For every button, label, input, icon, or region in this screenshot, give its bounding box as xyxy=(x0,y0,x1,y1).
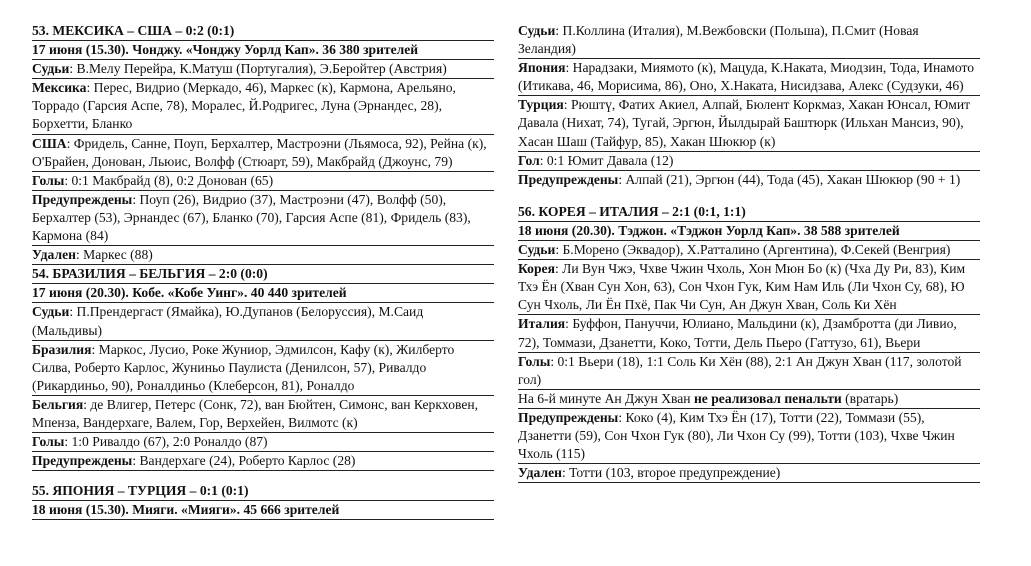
referees-row xyxy=(32,60,494,79)
row-label: Предупреждены xyxy=(518,409,619,425)
match-info: 18 июня (15.30). Мияги. «Мияги». 45 666 зрителей xyxy=(32,501,494,520)
cautions-row xyxy=(32,452,494,471)
match-53 xyxy=(32,22,494,265)
row-label: Голы xyxy=(32,172,65,188)
team-lineup-row xyxy=(518,96,980,151)
row-label: Италия xyxy=(518,316,566,332)
row-label: Судьи xyxy=(32,61,70,77)
row-text: : Перес, Видрио (Меркадо, 46), Маркес (к), Кармона, Арельяно, Торрадо (Гарсия Аспе, 78), Моралес, Й.Родригес, Луна (Эрнандес, 28), Борхетти, Бланко xyxy=(32,80,456,132)
cautions-row xyxy=(518,171,980,189)
goals-row xyxy=(518,152,980,171)
match-55-header xyxy=(32,482,494,520)
row-label: Бельгия xyxy=(32,396,84,412)
row-text: : П.Коллина (Италия), М.Вежбовски (Польша), П.Смит (Новая Зеландия) xyxy=(518,23,919,57)
row-label: Судьи xyxy=(518,23,556,38)
row-text: : 0:1 Макбрайд (8), 0:2 Донован (65) xyxy=(64,172,274,188)
team-lineup-row xyxy=(518,260,980,315)
match-title: 53. МЕКСИКА – США – 0:2 (0:1) xyxy=(32,22,494,41)
match-info: 17 июня (15.30). Чонджу. «Чонджу Уорлд Кап». 36 380 зрителей xyxy=(32,41,494,60)
penalty-note-bold: не реализовал пенальти xyxy=(693,390,842,406)
row-text: : де Влигер, Петерс (Сонк, 72), ван Бюйтен, Симонс, ван Керкховен, Мпенза, Вандерхаге, Валем, Гор, Верхейен, Вилмотс (к) xyxy=(32,396,479,430)
goals-row xyxy=(518,353,980,390)
match-info: 17 июня (20.30). Кобе. «Кобе Уинг». 40 440 зрителей xyxy=(32,284,494,303)
row-text: : Алпай (21), Эргюн (44), Тода (45), Хакан Шюкюр (90 + 1) xyxy=(618,171,961,187)
cautions-row xyxy=(32,191,494,246)
row-label: Судьи xyxy=(32,304,70,320)
row-text: : Маркес (88) xyxy=(75,247,153,263)
row-label: Бразилия xyxy=(32,341,92,357)
team-lineup-row xyxy=(32,396,494,433)
match-title: 55. ЯПОНИЯ – ТУРЦИЯ – 0:1 (0:1) xyxy=(32,482,494,501)
team-lineup-row xyxy=(518,315,980,352)
row-text: : Фридель, Санне, Поуп, Берхалтер, Мастроэни (Льямоса, 92), Рейна (к), О'Брайен, Донован, Льюис, Волфф (Стюарт, 59), Макбрайд (Джоунс, 79) xyxy=(32,135,487,169)
team-lineup-row xyxy=(32,341,494,396)
match-info: 18 июня (20.30). Тэджон. «Тэджон Уорлд Кап». 38 588 зрителей xyxy=(518,222,980,241)
row-text: : Вандерхаге (24), Роберто Карлос (28) xyxy=(132,453,356,469)
row-text: : Маркос, Лусио, Роке Жуниор, Эдмилсон, Кафу (к), Жилберто Силва, Роберто Карлос, Жуниньо Паулиста (Денилсон, 57), Ривалдо (Рикардиньо, 90), Роналдиньо (Клеберсон, 81), Роналдо xyxy=(32,341,455,393)
match-title: 56. КОРЕЯ – ИТАЛИЯ – 2:1 (0:1, 1:1) xyxy=(518,203,980,222)
row-text: : Ли Вун Чжэ, Чхве Чжин Чхоль, Хон Мюн Бо (к) (Чха Ду Ри, 83), Ким Тхэ Ён (Хван Сун Хон, 63), Сон Чхон Гук, Ким Нам Иль (Ли Чхон Су, 68), Ю Сун Чхоль, Ли Ён Пхё, Пак Чи Сун, Ан Джун Хван, Соль Ки Хён xyxy=(518,261,966,313)
match-56 xyxy=(518,203,980,483)
team-lineup-row xyxy=(518,59,980,96)
cautions-row xyxy=(518,409,980,464)
referees-row xyxy=(32,303,494,340)
referees-row xyxy=(518,22,980,59)
sent-off-row xyxy=(518,464,980,483)
left-column xyxy=(32,22,494,520)
match-54 xyxy=(32,265,494,471)
penalty-note-row xyxy=(518,390,980,409)
row-label: Турция xyxy=(518,97,564,113)
row-label: Япония xyxy=(518,60,566,76)
row-text: : Буффон, Пануччи, Юлиано, Мальдини (к), Дзамбротта (ди Ливио, 72), Томмази, Дзанетти, Коко, Тотти, Дель Пьеро (Гаттузо, 61), Вьери xyxy=(518,316,957,350)
row-text: : Нарадзаки, Миямото (к), Мацуда, К.Наката, Миодзин, Тода, Инамото (Итикава, 46, Морисима, 86), Оно, Х.Наката, Нисидзава, Алекс (Судзуки, 46) xyxy=(518,60,975,94)
row-label: Удален xyxy=(518,465,562,481)
goals-row xyxy=(32,433,494,452)
match-title: 54. БРАЗИЛИЯ – БЕЛЬГИЯ – 2:0 (0:0) xyxy=(32,265,494,284)
row-label: Судьи xyxy=(518,242,556,258)
row-label: Корея xyxy=(518,261,555,277)
row-text: : 1:0 Ривалдо (67), 2:0 Роналдо (87) xyxy=(64,434,268,450)
row-text: : В.Мелу Перейра, К.Матуш (Португалия), Э.Беройтер (Австрия) xyxy=(69,61,447,77)
right-column xyxy=(518,22,980,483)
row-text: : Поуп (26), Видрио (37), Мастроэни (47), Волфф (50), Берхалтер (53), Эрнандес (67), Бланко (70), Гарсия Аспе (81), Фридель (83), Кармона (84) xyxy=(32,191,471,244)
row-label: США xyxy=(32,135,67,151)
row-label: Предупреждены xyxy=(518,171,619,187)
row-label: Голы xyxy=(518,353,551,369)
row-text: : Рюштү, Фатих Акиел, Алпай, Бюлент Коркмаз, Хакан Юнсал, Юмит Давала (Нихат, 74), Тугай, Эргюн, Йылдырай Баштюрк (Ильхан Мансиз, 90), Хасан Шаш (Тайфур, 85), Хакан Шюкюр (к) xyxy=(518,97,971,149)
row-label: Гол xyxy=(518,152,540,168)
row-text: : Коко (4), Ким Тхэ Ён (17), Тотти (22), Томмази (55), Дзанетти (59), Сон Чхон Гук (80), Ли Чхон Су (99), Тотти (103), Чхве Чжин Чхоль (115) xyxy=(518,409,955,462)
goals-row xyxy=(32,172,494,191)
row-label: Мексика xyxy=(32,80,87,96)
match-55-continued xyxy=(518,22,980,189)
row-label: Голы xyxy=(32,434,65,450)
row-label: Предупреждены xyxy=(32,453,133,469)
penalty-note-post: (вратарь) xyxy=(841,390,899,406)
row-text: : Тотти (103, второе предупреждение) xyxy=(561,465,781,481)
penalty-note-pre: На 6-й минуте Ан Джун Хван xyxy=(518,390,694,406)
row-text: : 0:1 Вьери (18), 1:1 Соль Ки Хён (88), 2:1 Ан Джун Хван (117, золотой гол) xyxy=(518,353,962,387)
row-text: : Б.Морено (Эквадор), Х.Ратталино (Аргентина), Ф.Секей (Венгрия) xyxy=(555,242,951,258)
row-label: Удален xyxy=(32,247,76,263)
row-label: Предупреждены xyxy=(32,191,133,207)
row-text: : 0:1 Юмит Давала (12) xyxy=(539,152,674,168)
team-lineup-row xyxy=(32,135,494,172)
team-lineup-row xyxy=(32,79,494,134)
referees-row xyxy=(518,241,980,260)
sent-off-row xyxy=(32,246,494,265)
row-text: : П.Прендергаст (Ямайка), Ю.Дупанов (Белоруссия), М.Саид (Мальдивы) xyxy=(32,304,424,338)
